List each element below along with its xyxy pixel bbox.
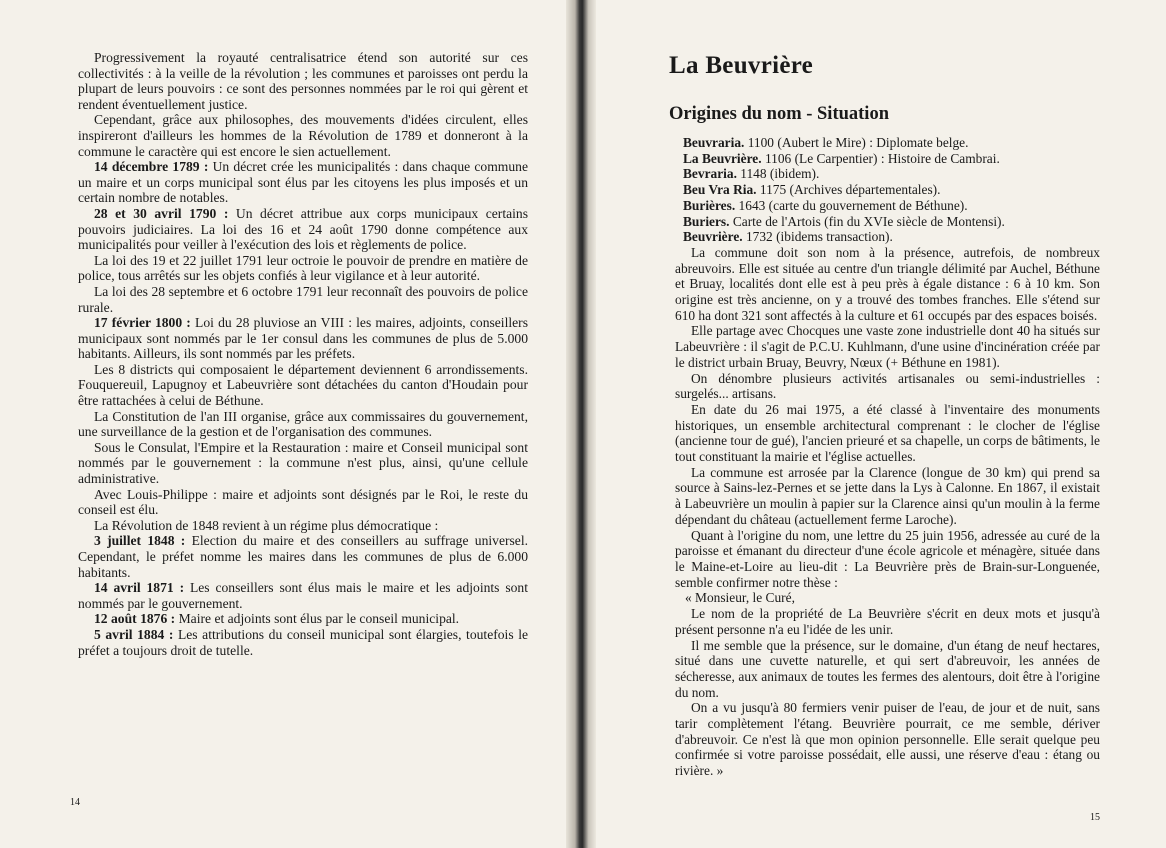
name-form-entry: Beuvraria. 1100 (Aubert le Mire) : Diplomate belge. <box>683 135 969 150</box>
paragraph: 12 août 1876 : Maire et adjoints sont élus par le conseil municipal. <box>94 611 460 627</box>
paragraph: La Révolution de 1848 revient à un régime plus démocratique : <box>94 517 439 533</box>
paragraph: 3 juillet 1848 : Election du maire et des conseillers au suffrage universel. Cependant, le préfet nomme les maires dans les communes de plus de 6.000 habitants. <box>78 533 529 580</box>
paragraph: 5 avril 1884 : Les attributions du conseil municipal sont élargies, toutefois le préfet a toujours droit de tutelle. <box>78 626 528 658</box>
paragraph: La loi des 19 et 22 juillet 1791 leur octroie le pouvoir de prendre en matière de police, tous arrêtés sur les objets confiés à leur vigilance et à leur autorité. <box>78 252 528 284</box>
paragraph: Quant à l'origine du nom, une lettre du 25 juin 1956, adressée au curé de la paroisse et émanant du directeur d'une école agricole et ménagère, située dans le Maine-et-Loire au lieu-dit : La Beuvrière près de Brain-sur-Longuenée, semble confirmer notre thèse : <box>675 527 1100 590</box>
paragraph: 14 avril 1871 : Les conseillers sont élus mais le maire et les adjoints sont nommés par le gouvernement. <box>78 580 528 611</box>
letter-paragraph: On a vu jusqu'à 80 fermiers venir puiser de l'eau, de jour et de nuit, sans tarir complètement l'étang. Beuvrière pourrait, ce me semble, dériver d'abreuvoir. Ce n'est là que mon opinion personnelle. Elle serait quelque peu confirmée si votre paroisse possédait, elle aussi, une réserve d'eau : étang ou rivière. » <box>675 700 1100 779</box>
left-page-body <box>78 50 528 658</box>
right-page-body <box>675 135 1100 779</box>
paragraph: 14 décembre 1789 : Un décret crée les municipalités : dans chaque commune un maire et un corps municipal sont élus par les citoyens les plus imposés et un certain nombre de notables. <box>78 159 528 206</box>
name-form-entry: Buriers. Carte de l'Artois (fin du XVIe siècle de Montensi). <box>683 213 1005 229</box>
name-form-entry: Burières. 1643 (carte du gouvernement de Béthune). <box>683 197 968 213</box>
paragraph: 17 février 1800 : Loi du 28 pluviose an VIII : les maires, adjoints, conseillers municipaux sont nommés par le 1er consul dans les communes de plus de 5.000 habitants. Ailleurs, ils sont nommés par les préfets. <box>78 315 528 362</box>
section-heading: Origines du nom - Situation <box>669 104 889 124</box>
page-number-right: 15 <box>1090 812 1100 823</box>
letter-salutation: « Monsieur, le Curé, <box>685 590 795 606</box>
book-gutter <box>566 0 596 848</box>
name-form-entry: Beu Vra Ria. 1175 (Archives départementales). <box>683 182 941 198</box>
paragraph: Sous le Consulat, l'Empire et la Restauration : maire et Conseil municipal sont nommés par le gouvernement : la commune n'est plus, ainsi, qu'une cellule administrative. <box>78 439 528 487</box>
paragraph: La commune est arrosée par la Clarence (longue de 30 km) qui prend sa source à Sains-lez-Pernes et se jette dans la Lys à Calonne. En 1867, il existait à Labeuvrière un moulin à papier sur la Clarence ainsi qu'un moulin à la ferme dépendant du château (actuellement ferme Laroche). <box>675 464 1100 527</box>
paragraph: Les 8 districts qui composaient le département deviennent 6 arrondissements. Fouquereuil, Lapugnoy et Labeuvrière sont détachées du canton d'Houdain pour être rattachées à celui de Béthune. <box>78 361 528 409</box>
name-form-entry: Bevraria. 1148 (ibidem). <box>683 166 820 182</box>
letter-paragraph: Le nom de la propriété de La Beuvrière s'écrit en deux mots et jusqu'à présent personne n'a eu l'idée de les unir. <box>675 606 1100 637</box>
name-form-entry: Beuvrière. 1732 (ibidems transaction). <box>683 229 893 245</box>
chapter-title: La Beuvrière <box>669 52 814 79</box>
letter-paragraph: Il me semble que la présence, sur le domaine, d'un étang de neuf hectares, situé dans une cuvette naturelle, et qui sert d'abreuvoir, les années de sécheresse, aux animaux de toutes les fermes des alentours, doit être à l'origine du nom. <box>675 637 1100 700</box>
paragraph: La Constitution de l'an III organise, grâce aux commissaires du gouvernement, une surveillance de la gestion et de l'organisation des communes. <box>78 408 528 440</box>
paragraph: Elle partage avec Chocques une vaste zone industrielle dont 40 ha situés sur Labeuvrière : il s'agit de P.C.U. Kuhlmann, d'une usine d'incinération créée par le district urbain Bruay, Beuvry, Nœux (+ Béthune en 1981). <box>675 323 1100 370</box>
paragraph: La loi des 28 septembre et 6 octobre 1791 leur reconnaît des pouvoirs de police rurale. <box>78 283 528 315</box>
paragraph: Cependant, grâce aux philosophes, des mouvements d'idées circulent, elles inspireront d'ailleurs les hommes de la Révolution de 1789 et donneront à la commune le caractère qui est encore le sien actuellement. <box>78 112 528 159</box>
paragraph: Avec Louis-Philippe : maire et adjoints sont désignés par le Roi, le reste du conseil est élu. <box>78 486 528 518</box>
page-number-left: 14 <box>70 797 80 808</box>
paragraph: La commune doit son nom à la présence, autrefois, de nombreux abreuvoirs. Elle est située au centre d'un triangle délimité par Auchel, Béthune et Bruay, localités dont elle est à peu près à égale distance : 6 à 10 km. Son origine est très ancienne, on y a trouvé des tombes franches. Elle s'étend sur 610 ha dont 321 sont affectés à la culture et 61 occupés par des espaces boisés. <box>675 244 1100 323</box>
paragraph: On dénombre plusieurs activités artisanales ou semi-industrielles : surgelés... artisans. <box>675 370 1100 402</box>
name-form-entry: La Beuvrière. 1106 (Le Carpentier) : Histoire de Cambrai. <box>683 150 1000 166</box>
paragraph: Progressivement la royauté centralisatrice étend son autorité sur ces collectivités : à la veille de la révolution ; les communes et paroisses ont perdu la plupart de leurs pouvoirs : ce sont des personnes nommées par le roi qui gèrent et rendent éventuellement justice. <box>78 50 528 112</box>
paragraph: En date du 26 mai 1975, a été classé à l'inventaire des monuments historiques, un ensemble architectural comprenant : le clocher de l'église (ancienne tour de gué), l'ancien prieuré et sa chapelle, un corps de bâtiments, le tout constituant la mairie et l'église actuelles. <box>675 401 1100 465</box>
paragraph: 28 et 30 avril 1790 : Un décret attribue aux corps municipaux certains pouvoirs judiciaires. La loi des 16 et 24 août 1790 donne compétence aux municipalités pour veiller à l'exécution des lois et règlements de police. <box>78 205 529 253</box>
